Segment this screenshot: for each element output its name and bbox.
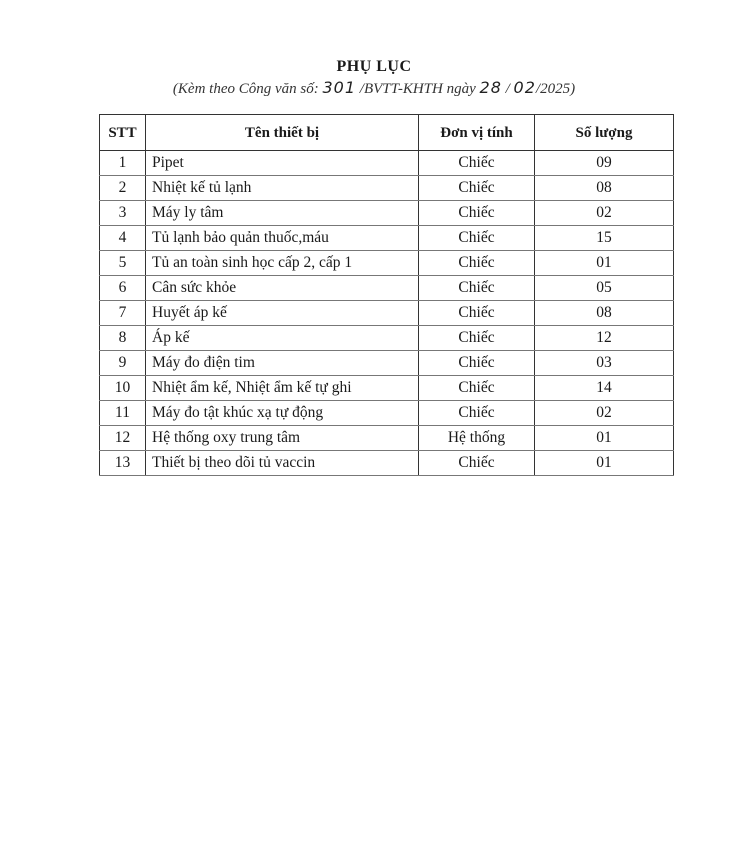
date-separator: / xyxy=(501,81,514,97)
cell-stt: 2 xyxy=(100,176,146,201)
table-row xyxy=(100,301,674,326)
cell-unit: Chiếc xyxy=(419,226,535,251)
header-qty: Số lượng xyxy=(535,115,674,151)
cell-stt: 7 xyxy=(100,301,146,326)
cell-qty: 02 xyxy=(535,401,674,426)
cell-stt: 8 xyxy=(100,326,146,351)
cell-qty: 02 xyxy=(535,201,674,226)
cell-qty: 14 xyxy=(535,376,674,401)
cell-unit: Chiếc xyxy=(419,401,535,426)
header-unit: Đơn vị tính xyxy=(419,115,535,151)
table-row xyxy=(100,176,674,201)
table-row xyxy=(100,401,674,426)
cell-qty: 01 xyxy=(535,251,674,276)
cell-name: Tủ an toàn sinh học cấp 2, cấp 1 xyxy=(146,251,419,276)
document-title: PHỤ LỤC xyxy=(336,58,412,75)
cell-stt: 1 xyxy=(100,151,146,176)
cell-unit: Hệ thống xyxy=(419,426,535,451)
document-subtitle xyxy=(0,78,748,98)
cell-qty: 08 xyxy=(535,176,674,201)
cell-unit: Chiếc xyxy=(419,351,535,376)
cell-stt: 11 xyxy=(100,401,146,426)
cell-qty: 05 xyxy=(535,276,674,301)
table-row xyxy=(100,151,674,176)
cell-name: Tủ lạnh bảo quản thuốc,máu xyxy=(146,226,419,251)
cell-qty: 01 xyxy=(535,426,674,451)
cell-stt: 5 xyxy=(100,251,146,276)
cell-stt: 6 xyxy=(100,276,146,301)
cell-stt: 9 xyxy=(100,351,146,376)
cell-stt: 4 xyxy=(100,226,146,251)
handwritten-month: 02 xyxy=(513,78,536,97)
cell-name: Pipet xyxy=(146,151,419,176)
cell-name: Máy ly tâm xyxy=(146,201,419,226)
header-name: Tên thiết bị xyxy=(146,115,419,151)
cell-qty: 15 xyxy=(535,226,674,251)
table-row xyxy=(100,251,674,276)
table-row xyxy=(100,426,674,451)
cell-unit: Chiếc xyxy=(419,376,535,401)
cell-qty: 08 xyxy=(535,301,674,326)
cell-qty: 03 xyxy=(535,351,674,376)
table-row xyxy=(100,351,674,376)
cell-unit: Chiếc xyxy=(419,176,535,201)
equipment-table xyxy=(99,114,674,476)
handwritten-doc-number: 301 xyxy=(322,78,357,97)
table-row xyxy=(100,276,674,301)
cell-unit: Chiếc xyxy=(419,301,535,326)
header-stt: STT xyxy=(100,115,146,151)
cell-name: Máy đo điện tim xyxy=(146,351,419,376)
cell-qty: 12 xyxy=(535,326,674,351)
cell-stt: 12 xyxy=(100,426,146,451)
table-row xyxy=(100,226,674,251)
cell-name: Áp kế xyxy=(146,326,419,351)
table-row xyxy=(100,201,674,226)
table-row xyxy=(100,451,674,476)
cell-unit: Chiếc xyxy=(419,251,535,276)
cell-stt: 13 xyxy=(100,451,146,476)
cell-name: Nhiệt kế tủ lạnh xyxy=(146,176,419,201)
table-row xyxy=(100,376,674,401)
cell-stt: 3 xyxy=(100,201,146,226)
cell-name: Máy đo tật khúc xạ tự động xyxy=(146,401,419,426)
cell-name: Cân sức khỏe xyxy=(146,276,419,301)
cell-name: Thiết bị theo dõi tủ vaccin xyxy=(146,451,419,476)
subtitle-prefix: (Kèm theo Công văn số: xyxy=(172,81,323,97)
cell-unit: Chiếc xyxy=(419,201,535,226)
cell-name: Nhiệt ẩm kế, Nhiệt ẩm kế tự ghi xyxy=(146,376,419,401)
cell-stt: 10 xyxy=(100,376,146,401)
table-header-row xyxy=(100,115,674,151)
subtitle-middle: /BVTT-KHTH ngày xyxy=(356,81,480,97)
cell-qty: 09 xyxy=(535,151,674,176)
cell-name: Hệ thống oxy trung tâm xyxy=(146,426,419,451)
cell-unit: Chiếc xyxy=(419,451,535,476)
cell-qty: 01 xyxy=(535,451,674,476)
table-row xyxy=(100,326,674,351)
handwritten-day: 28 xyxy=(479,78,502,97)
cell-unit: Chiếc xyxy=(419,151,535,176)
cell-unit: Chiếc xyxy=(419,326,535,351)
cell-unit: Chiếc xyxy=(419,276,535,301)
cell-name: Huyết áp kế xyxy=(146,301,419,326)
subtitle-suffix: /2025) xyxy=(535,81,576,97)
